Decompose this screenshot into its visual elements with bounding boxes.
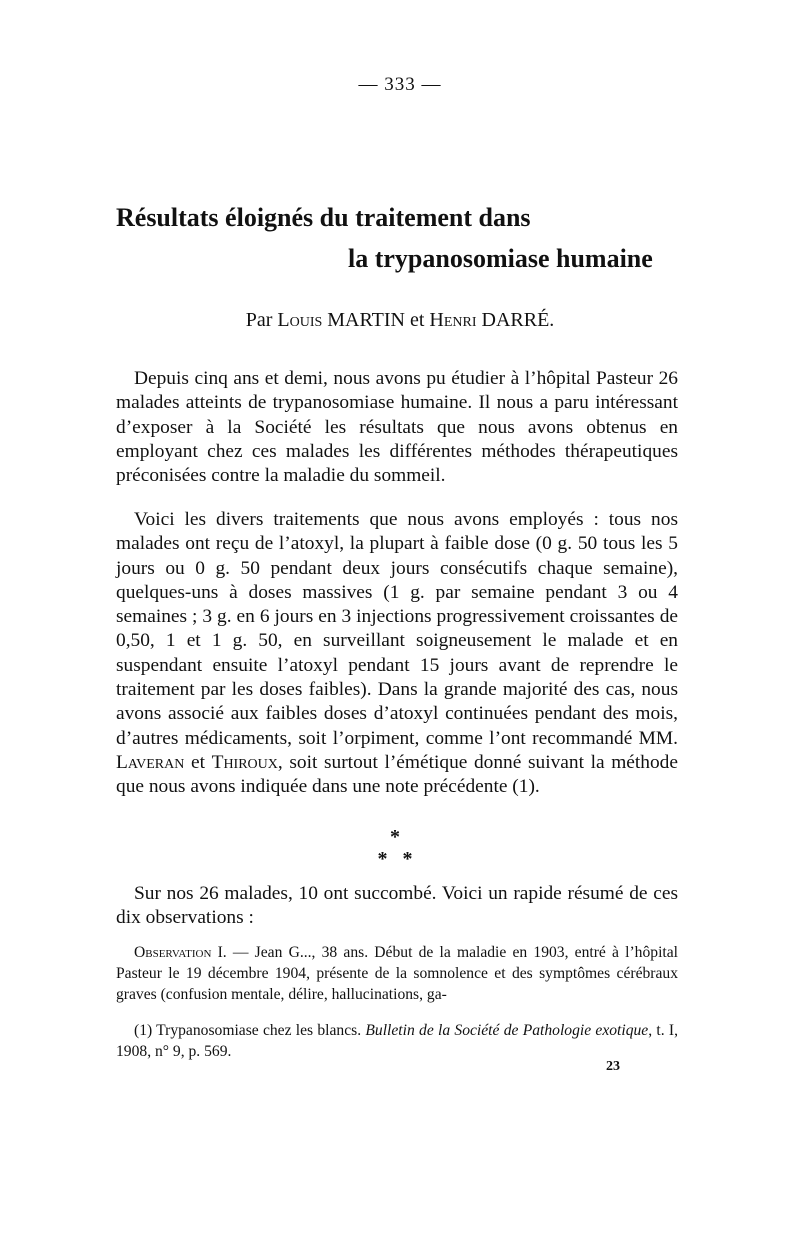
author2-first-name: Henri [429, 309, 477, 331]
observation-text: — Jean G..., 38 ans. Début de la maladie en 1903, entré à l’hôpital Pasteur le 19 décembre 1904, présente de la somnolence et des symptômes cérébraux graves (confusion mentale, délire, hallucinations, ga- [116, 944, 678, 1003]
byline-connector: et [404, 309, 430, 331]
footnote [116, 1020, 678, 1062]
paragraph-1-block [116, 367, 678, 488]
observation-block [116, 942, 678, 1005]
asterism-bottom: * * [377, 848, 413, 870]
footnote-part-2: , t. I, 1908, n° 9, p. 569. [116, 1022, 678, 1060]
observation-paragraph [116, 942, 678, 1005]
name-laveran: Laveran [116, 751, 185, 773]
paragraph-2-block [116, 508, 678, 800]
paragraph-2-between: et [184, 751, 212, 773]
title-line-1: Résultats éloignés du traitement dans [116, 203, 531, 232]
author2-last-name: DARRÉ [476, 309, 550, 331]
paragraph-1: Depuis cinq ans et demi, nous avons pu étudier à l’hôpital Pasteur 26 malades atteints de trypanosomiase humaine. Il nous a paru intéressant d’exposer à la Société les résultats que nous avons obtenus en employant chez ces malades les différentes méthodes thérapeutiques préconisées contre la maladie du sommeil. [116, 368, 678, 487]
title-line-2: la trypanosomiase humaine [348, 244, 653, 273]
page-number: — 333 — [358, 74, 442, 95]
footnote-paragraph [116, 1020, 678, 1062]
footnote-journal: Bulletin de la Société de Pathologie exotique [365, 1022, 649, 1039]
paragraph-3-block [116, 882, 678, 931]
byline [0, 309, 800, 332]
byline-end: . [549, 309, 555, 331]
name-thiroux: Thiroux [211, 751, 278, 773]
observation-label: Observation I. [134, 944, 227, 961]
paragraph-2-part-1: Voici les divers traitements que nous avons employés : tous nos malades ont reçu de l’atoxyl, la plupart à faible dose (0 g. 50 tous les 5 jours ou 0 g. 50 pendant deux jours consécutifs chaque semaine), quelques-uns à doses massives (1 g. par semaine pendant 3 ou 4 semaines ; 3 g. en 6 jours en 3 injections progressivement croissantes de 0,50, 1 et 1 g. 50, en surveillant soigneusement le malade et en suspendant ensuite l’atoxyl pendant 15 jours avant de reprendre le traitement par les doses faibles). Dans la grande majorité des cas, nous avons associé aux faibles doses d’atoxyl continuées pendant des mois, d’autres médicaments, soit l’orpiment, comme l’ont recommandé MM. [116, 509, 678, 749]
signature-mark: 23 [606, 1059, 620, 1074]
paragraph-3: Sur nos 26 malades, 10 ont succombé. Voici un rapide résumé de ces dix observations : [116, 883, 678, 929]
paragraph-2-part-2: , soit surtout l’émétique donné suivant la méthode que nous avons indiquée dans une note précédente (1). [116, 751, 678, 798]
author1-last-name: MARTIN [322, 309, 405, 331]
paragraph-2 [116, 508, 678, 800]
byline-prefix: Par [245, 309, 278, 331]
asterism-top: * [390, 826, 400, 848]
author1-first-name: Louis [277, 309, 323, 331]
footnote-part-1: (1) Trypanosomiase chez les blancs. [134, 1022, 366, 1039]
asterism [340, 826, 450, 870]
